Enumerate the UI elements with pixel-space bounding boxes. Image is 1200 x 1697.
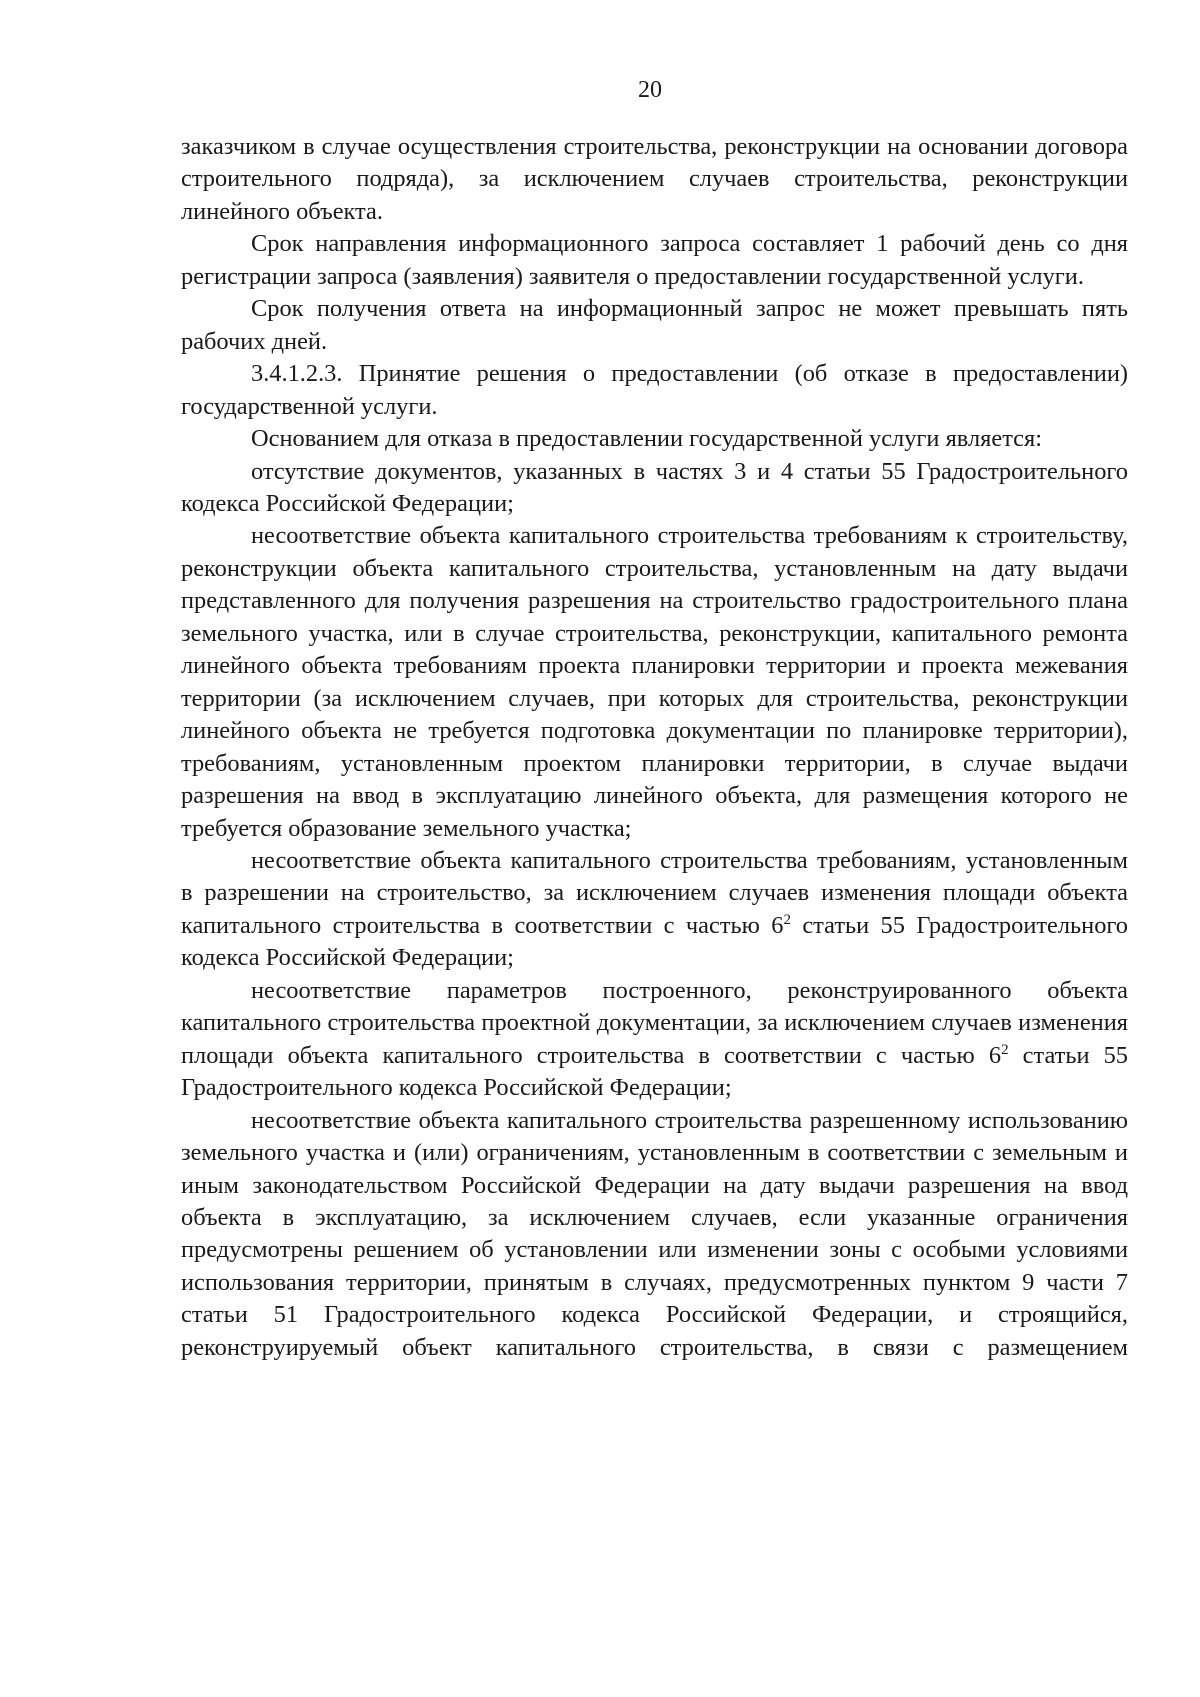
paragraph-section-heading: 3.4.1.2.3. Принятие решения о предоставлении (об отказе в предоставлении) государственной услуги. — [181, 360, 1128, 420]
superscript-2: 2 — [783, 911, 791, 928]
list-item-permit-mismatch-text-b: статьи 55 Градостроительного кодекса Российской Федерации; — [181, 911, 1128, 972]
list-item-parameters-mismatch-text-a: несоответствие параметров построенного, реконструированного объекта капитального строительства проектной документации, за исключением случаев изменения площади объекта капитального строительства в соответствии с частью 6 — [181, 976, 1128, 1069]
paragraph-response-deadline: Срок получения ответа на информационный запрос не может превышать пять рабочих дней. — [181, 295, 1128, 355]
document-body — [181, 131, 1128, 1364]
list-item-permit-mismatch-text-a: несоответствие объекта капитального строительства требованиям, установленным в разрешении на строительство, за исключением случаев изменения площади объекта капитального строительства в соответствии с частью 6 — [181, 846, 1128, 939]
list-item-permit-mismatch — [181, 845, 1128, 975]
page-number: 20 — [638, 77, 662, 103]
paragraph-refusal-grounds: Основанием для отказа в предоставлении государственной услуги является: — [251, 425, 1042, 453]
paragraph-request-deadline: Срок направления информационного запроса составляет 1 рабочий день со дня регистрации запроса (заявления) заявителя о предоставлении государственной услуги. — [181, 230, 1128, 290]
list-item-land-use-mismatch: несоответствие объекта капитального строительства разрешенному использованию земельного участка и (или) ограничениям, установленным в соответствии с земельным и иным законодательством Российской Федерации на дату выдачи разрешения на ввод объекта в эксплуатацию, за исключением случаев, если указанные ограничения предусмотрены решением об установлении или изменении зоны с особыми условиями использования территории, принятым в случаях, предусмотренных пунктом 9 части 7 статьи 51 Градостроительного кодекса Российской Федерации, и строящийся, реконструируемый объект капитального строительства, в связи с размещением — [181, 1106, 1128, 1361]
list-item-missing-documents: отсутствие документов, указанных в частях 3 и 4 статьи 55 Градостроительного кодекса Российской Федерации; — [181, 457, 1128, 517]
list-item-parameters-mismatch-text-b: статьи 55 Градостроительного кодекса Российской Федерации; — [181, 1041, 1128, 1102]
paragraph-continuation: заказчиком в случае осуществления строительства, реконструкции на основании договора строительного подряда), за исключением случаев строительства, реконструкции линейного объекта. — [181, 133, 1128, 225]
list-item-parameters-mismatch — [181, 975, 1128, 1105]
list-item-plan-mismatch: несоответствие объекта капитального строительства требованиям к строительству, реконструкции объекта капитального строительства, установленным на дату выдачи представленного для получения разрешения на строительство градостроительного плана земельного участка, или в случае строительства, реконструкции, капитального ремонта линейного объекта требованиям проекта планировки территории и проекта межевания территории (за исключением случаев, при которых для строительства, реконструкции линейного объекта не требуется подготовка документации по планировке территории), требованиям, установленным проектом планировки территории, в случае выдачи разрешения на ввод в эксплуатацию линейного объекта, для размещения которого не требуется образование земельного участка; — [181, 522, 1128, 842]
superscript-2: 2 — [1001, 1041, 1009, 1058]
